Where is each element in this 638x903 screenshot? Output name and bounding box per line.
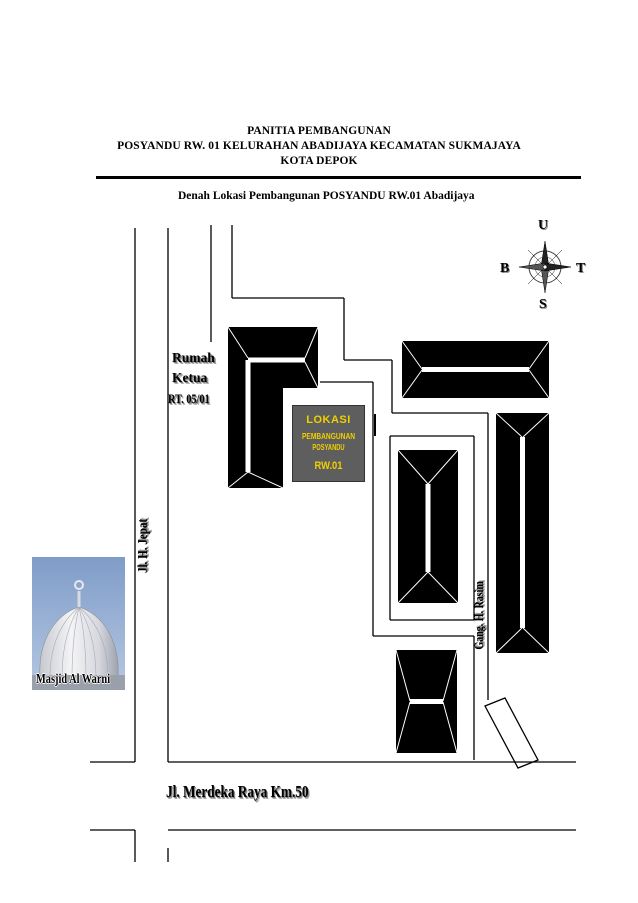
header-line-1: PANITIA PEMBANGUNAN: [247, 125, 391, 137]
compass-west-label: B: [500, 261, 510, 276]
building-north-east: [402, 341, 549, 398]
lokasi-marker: [292, 405, 365, 482]
mosque-image: [32, 557, 125, 690]
building-south: [396, 650, 457, 753]
lokasi-line-1: LOKASI: [306, 414, 351, 426]
lokasi-line-4: RW.01: [314, 460, 343, 472]
label-ketua: Ketua: [172, 370, 208, 385]
compass-south-label: S: [539, 297, 547, 312]
lokasi-line-3: POSYANDU: [312, 443, 345, 452]
label-gang-rasim: Gang. H. Rasim: [472, 581, 487, 650]
map-title: Denah Lokasi Pembangunan POSYANDU RW.01 Abadijaya: [178, 190, 475, 202]
building-east: [496, 413, 549, 653]
building-middle: [398, 450, 458, 603]
label-rt: RT. 05/01: [168, 392, 210, 406]
buildings: [228, 327, 549, 753]
label-jl-jepat: Jl. H. Jepat: [135, 518, 150, 574]
lokasi-line-2: PEMBANGUNAN: [301, 431, 356, 441]
compass-east-label: T: [576, 261, 586, 276]
compass-rose-icon: [519, 241, 571, 293]
label-rumah: Rumah: [172, 350, 215, 365]
compass-north-label: U: [538, 218, 549, 233]
header-line-2: POSYANDU RW. 01 KELURAHAN ABADIJAYA KECAMATAN SUKMAJAYA: [117, 140, 521, 152]
alley-gate: [485, 698, 538, 768]
label-masjid: Masjid Al Warni: [36, 672, 111, 687]
header-line-3: KOTA DEPOK: [280, 155, 358, 167]
label-jl-merdeka: Jl. Merdeka Raya Km.50: [166, 782, 309, 801]
